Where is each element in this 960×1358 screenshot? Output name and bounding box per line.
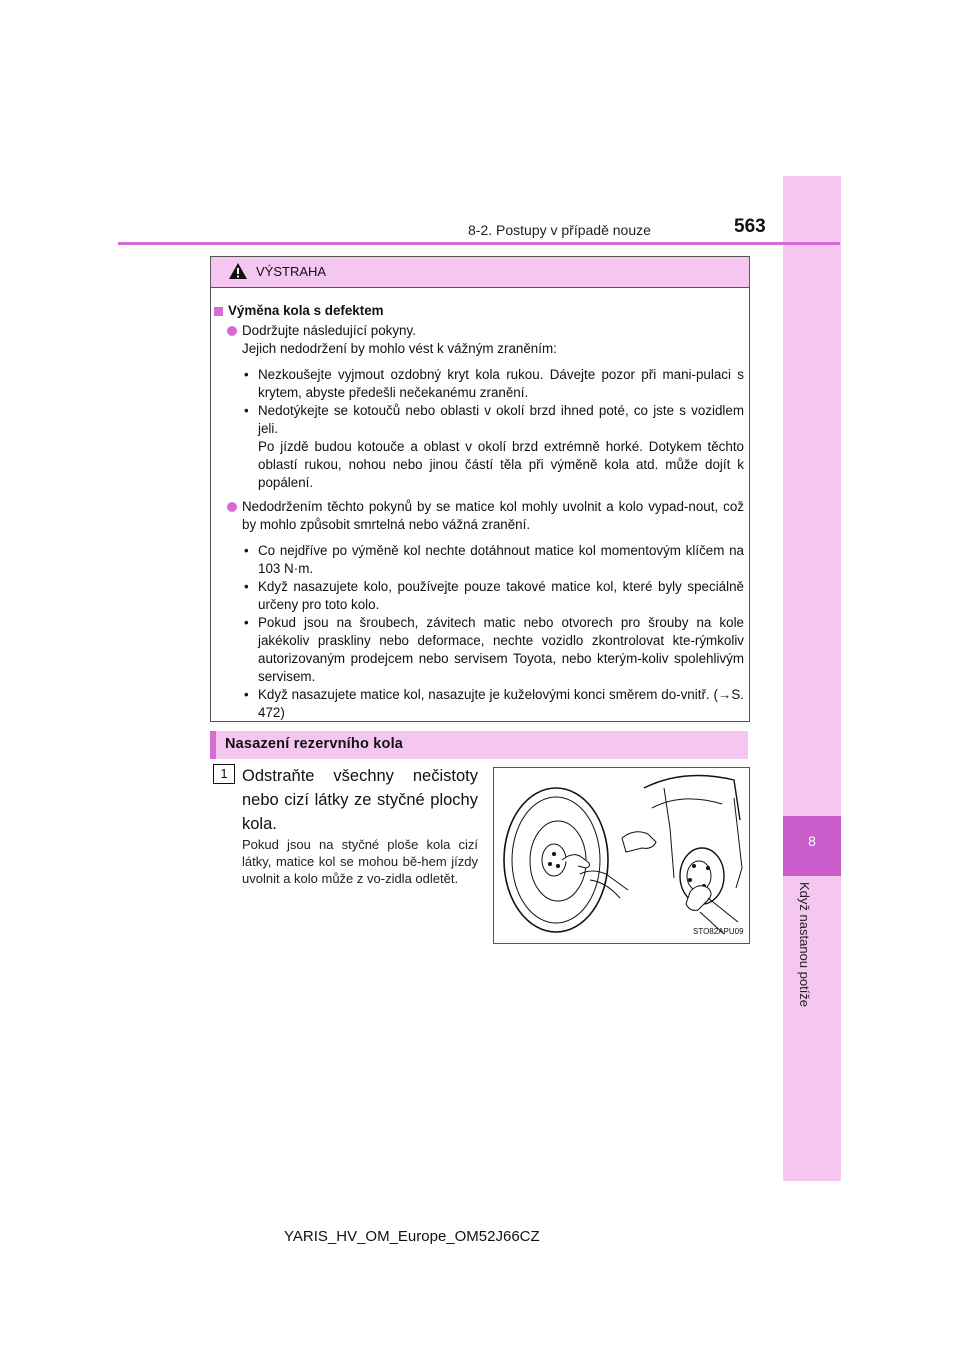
square-bullet-icon [214,307,223,316]
warning-item-1-line-1: Dodržujte následující pokyny. [242,323,416,338]
warning-item-1-bullets [214,366,744,492]
dot-bullet-icon [227,502,237,512]
section-heading: Nasazení rezervního kola [225,736,404,752]
step-text: Odstraňte všechny nečistoty nebo cizí látky ze styčné plochy kola. [242,767,478,833]
section-title: 8-2. Postupy v případě nouze [468,222,651,238]
footer-doc-id: YARIS_HV_OM_Europe_OM52J66CZ [284,1228,540,1245]
list-item: • Když nasazujete matice kol, nasazujte je kuželovými konci směrem do-vnitř. (→S. 472) [244,687,744,720]
chapter-number: 8 [808,833,816,849]
warning-item-2-bullets [214,542,744,722]
warning-subheading [214,302,744,320]
warning-item-1 [214,322,744,358]
page-number: 563 [734,216,766,237]
warning-triangle-icon [228,262,248,280]
list-item: • Nezkoušejte vyjmout ozdobný kryt kola rukou. Dávejte pozor při mani-pulaci s krytem, abyste předešli nečekanému zranění. [244,367,744,400]
list-item: • Když nasazujete kolo, používejte pouze takové matice kol, které byly speciálně určeny pro toto kolo. [244,579,744,612]
illustration-code: STO82APU09 [693,927,744,936]
warning-body [214,302,744,728]
warning-item-2-text: Nedodržením těchto pokynů by se matice kol mohly uvolnit a kolo vypad-nout, což by mohlo způsobit smrtelná nebo vážná zranění. [242,499,744,532]
warning-item-2 [214,498,744,534]
dot-bullet-icon [227,326,237,336]
warning-heading-text: Výměna kola s defektem [228,303,384,318]
section-heading-accent [210,731,216,759]
warning-title: VÝSTRAHA [256,264,327,279]
step-note: Pokud jsou na styčné ploše kola cizí látky, matice kol se mohou bě-hem jízdy uvolnit a kolo může z vo-zidla odletět. [242,837,478,886]
wheel-cleaning-illustration [493,767,750,944]
warning-item-1-line-2: Jejich nedodržení by mohlo vést k vážným zraněním: [242,341,557,356]
list-item: • Co nejdříve po výměně kol nechte dotáhnout matice kol momentovým klíčem na 103 N·m. [244,543,744,576]
chapter-title: Když nastanou potíže [797,882,812,1008]
wheel-illustration-icon [494,768,749,943]
side-tab [783,176,841,1181]
list-item: • Nedotýkejte se kotoučů nebo oblasti v okolí brzd ihned poté, co jste s vozidlem jeli. [244,403,744,436]
step-number: 1 [213,764,235,784]
header-rule [118,242,840,245]
list-item-continuation: Po jízdě budou kotouče a oblast v okolí brzd extrémně horké. Dotykem těchto oblastí rukou, nohou nebo jinou částí těla při výměně kola atd. může dojít k popálení. [258,439,744,490]
list-item: • Pokud jsou na šroubech, závitech matic nebo otvorech pro šrouby na kole jakékoliv praskliny nebo deformace, nechte vozidlo zkontrolovat kte-rýmkoliv autorizovaným prodejcem nebo servisem Toyota, nebo kterým-koliv spolehlivým servisem. [244,615,744,684]
